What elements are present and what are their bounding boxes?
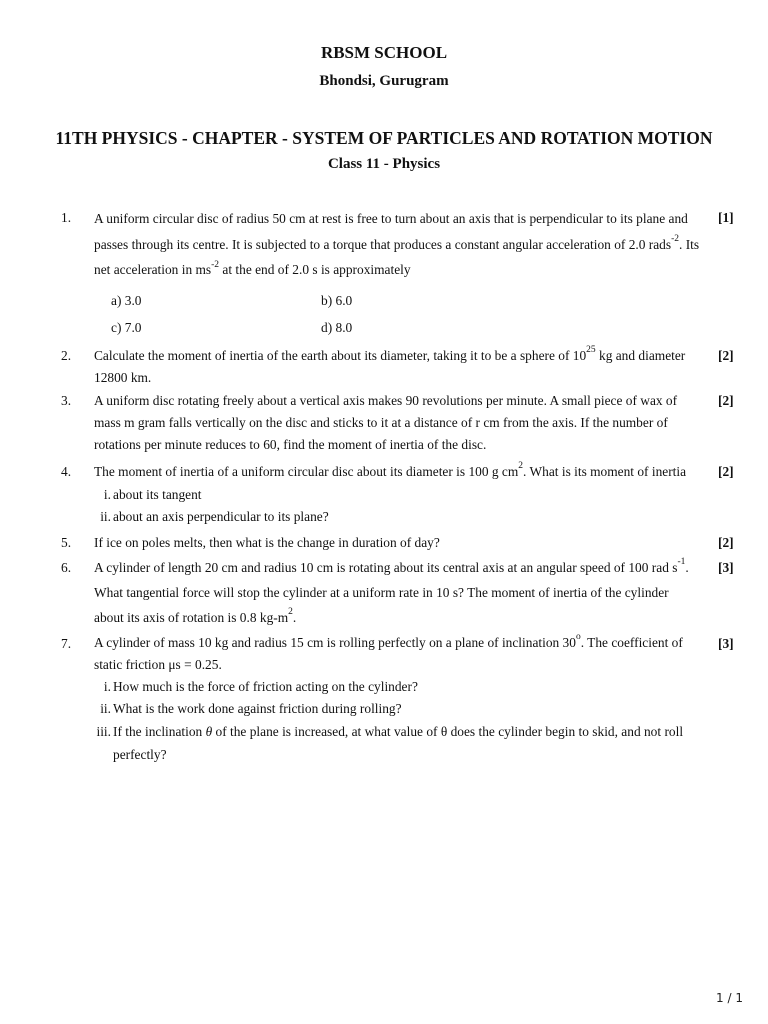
question-text: Calculate the moment of inertia of the earth about its diameter, taking it to be a sphere of $10^{25}$ kg and diameter 12800 km.	[94, 345, 686, 385]
question-number: 1.	[61, 210, 72, 225]
question-marks: [2]	[718, 463, 734, 479]
question-5	[0, 531, 768, 555]
question-text: If ice on poles melts, then what is the change in duration of day?	[94, 534, 440, 550]
question-4	[0, 460, 768, 528]
question-marks: [2]	[718, 392, 734, 408]
question-number: 5.	[61, 534, 72, 550]
theta-symbol: θ	[205, 723, 213, 739]
page-number: 1 / 1	[716, 991, 743, 1005]
question-1	[0, 206, 768, 341]
school-name: RBSM SCHOOL	[320, 43, 448, 62]
question-7	[0, 632, 768, 766]
option-d[interactable]: d) 8.0	[321, 319, 353, 335]
question-marks: [1]	[718, 210, 734, 225]
question-6	[0, 555, 768, 630]
sub-question: i. about its tangent	[103, 486, 202, 502]
question-marks: [3]	[718, 559, 734, 575]
sub-question: iii. If the inclination θ of the plane is increased, at what value of θ does the cylinder begin to skid, and not roll perfectly?	[96, 723, 684, 762]
question-3	[0, 390, 768, 456]
question-marks: [3]	[718, 635, 734, 651]
option-a[interactable]: a) 3.0	[111, 292, 142, 308]
question-marks: [2]	[718, 347, 734, 363]
sub-question: ii. about an axis perpendicular to its plane?	[100, 508, 329, 524]
question-text: A uniform circular disc of radius 50 cm at rest is free to turn about an axis that is perpendicular to its plane and passes through its centre. It is subjected to a torque that produces a constant angular acceleration of 2.0 rads$^{-2}$. Its net acceleration in $ms^{-2}$ at the end of 2.0 s is approximately	[94, 211, 700, 277]
question-number: 2.	[61, 347, 72, 363]
question-text: A cylinder of length 20 cm and radius 10 cm is rotating about its central axis at an angular speed of 100 rad $s^{-1}$. What tangential force will stop the cylinder at a uniform rate in 10 s? The moment of inertia of the cylinder about its axis of rotation is 0.8 $kg-m^2$.	[94, 557, 689, 625]
answer-options	[111, 287, 531, 341]
question-number: 3.	[61, 392, 72, 408]
chapter-title: 11TH PHYSICS - CHAPTER - SYSTEM OF PARTICLES AND ROTATION MOTION	[55, 128, 713, 148]
question-2	[0, 345, 768, 389]
option-c[interactable]: c) 7.0	[111, 319, 142, 335]
question-text: The moment of inertia of a uniform circular disc about its diameter is 100 g $cm^2$. What is its moment of inertia	[94, 461, 687, 479]
question-number: 4.	[61, 463, 72, 479]
question-list	[0, 206, 768, 766]
question-marks: [2]	[718, 534, 734, 550]
sub-question: ii. What is the work done against friction during rolling?	[100, 700, 402, 716]
school-location: Bhondsi, Gurugram	[319, 73, 449, 89]
question-text: A cylinder of mass 10 kg and radius 15 cm is rolling perfectly on a plane of inclination 30$^o$. The coefficient of static friction μs = 0.25.	[94, 632, 683, 672]
option-b[interactable]: b) 6.0	[321, 292, 353, 308]
question-number: 7.	[61, 635, 72, 651]
sub-question: i. How much is the force of friction acting on the cylinder?	[103, 678, 418, 694]
question-number: 6.	[61, 559, 72, 575]
question-text: A uniform disc rotating freely about a vertical axis makes 90 revolutions per minute. A small piece of wax of mass m gram falls vertically on the disc and sticks to it at a distance of r cm from the axis. If the number of rotations per minute reduces to 60, find the moment of inertia of the disc.	[94, 392, 678, 452]
class-subject-line: Class 11 - Physics	[327, 156, 441, 172]
